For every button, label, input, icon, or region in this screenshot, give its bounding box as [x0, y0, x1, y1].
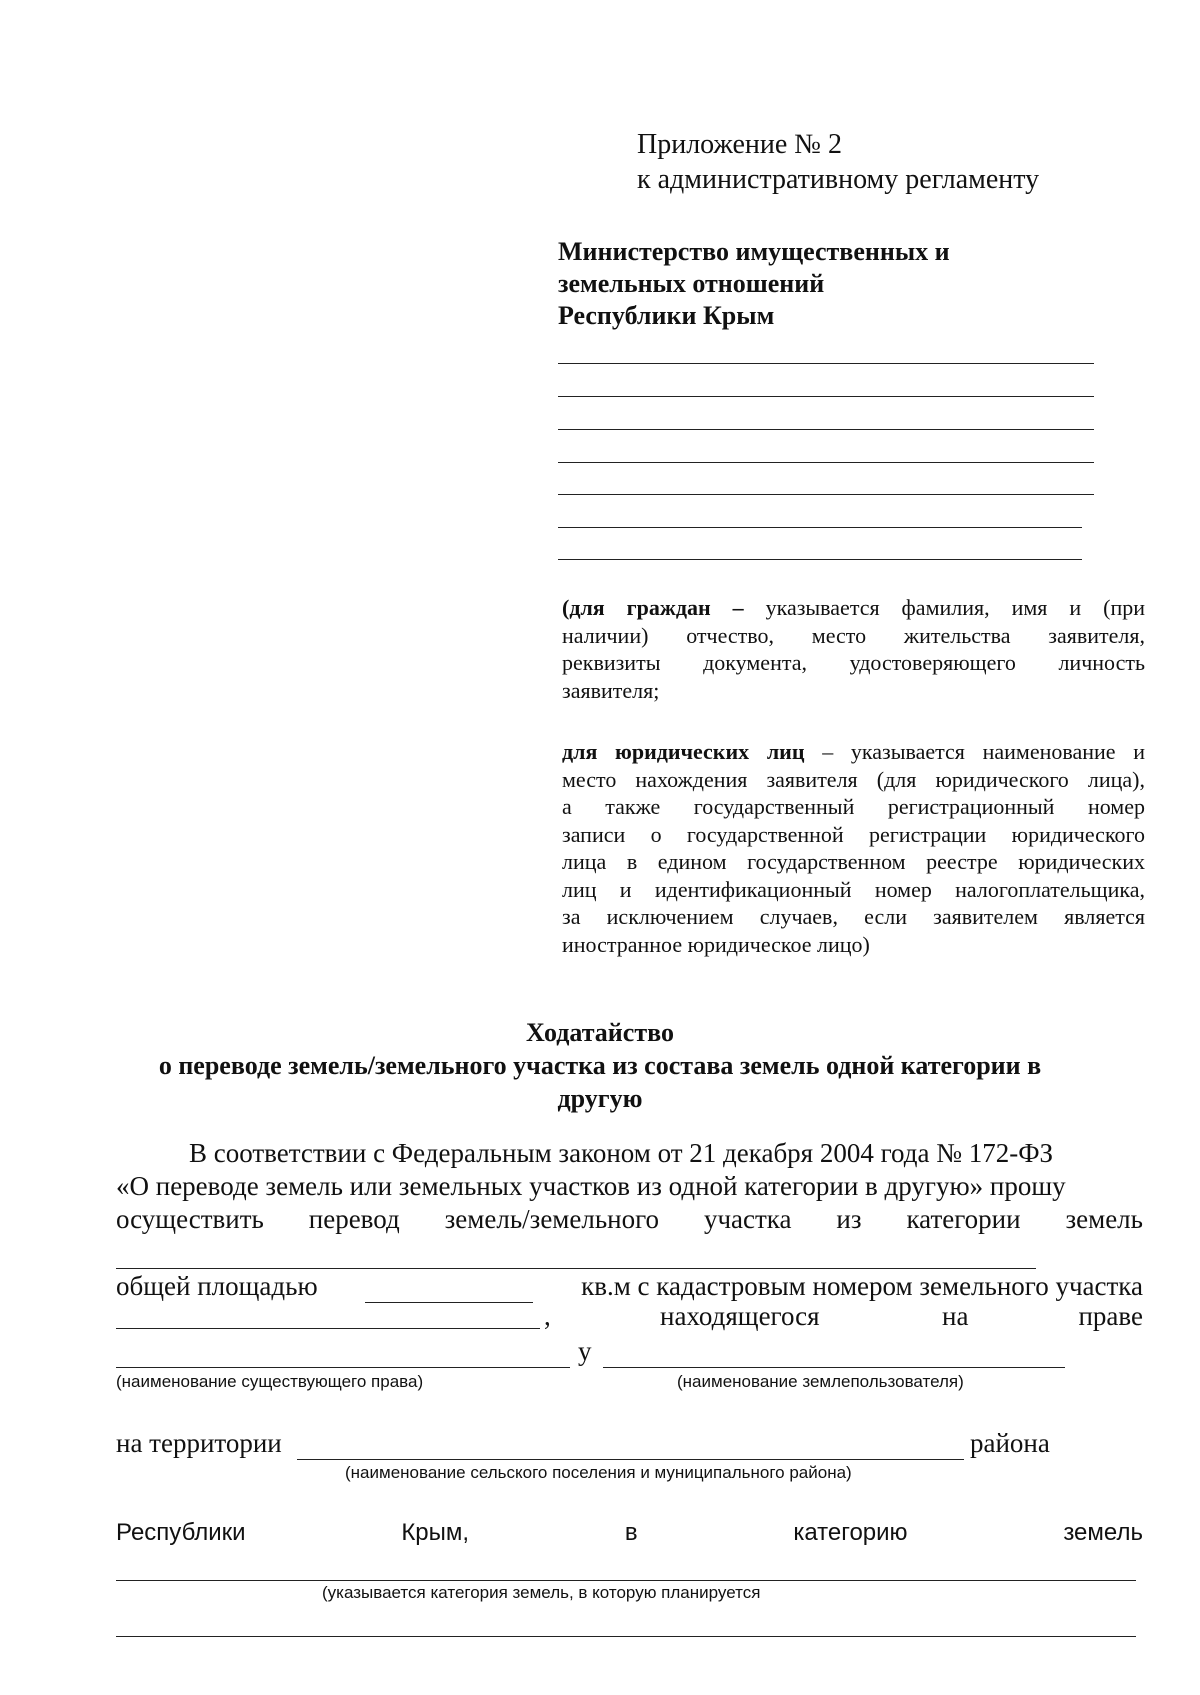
- cadastral-number-blank[interactable]: [116, 1300, 540, 1329]
- caption-target-category: (указывается категория земель, в которую планируется: [322, 1583, 761, 1602]
- territory-label: на территории: [116, 1428, 282, 1458]
- legal-note-line: а также государственный регистрационный номер: [562, 794, 1145, 819]
- area-blank[interactable]: [365, 1270, 533, 1303]
- republic-line: Республики Крым, в категорию земель: [116, 1519, 1143, 1546]
- land-user-blank[interactable]: [603, 1367, 1065, 1368]
- body-line-1: В соответствии с Федеральным законом от 21 декабря 2004 года № 172-ФЗ: [189, 1138, 1054, 1168]
- target-category-blank-2[interactable]: [116, 1636, 1136, 1637]
- body-line-3: осуществить перевод земель/земельного участка из категории земель: [116, 1204, 1143, 1234]
- legal-entities-note: [562, 738, 1145, 958]
- legal-note-line: место нахождения заявителя (для юридического лица),: [562, 766, 1145, 792]
- republic-row: [116, 1516, 1143, 1549]
- applicant-blank-line-4[interactable]: [558, 462, 1094, 463]
- citizens-label: (для граждан –: [562, 595, 744, 620]
- legal-entities-label: для юридических лиц: [562, 739, 805, 764]
- caption-land-user: (наименование землепользователя): [677, 1372, 964, 1391]
- citizens-note-line: (для граждан – указывается фамилия, имя и (при: [562, 595, 1145, 620]
- regulation-reference: к административному регламенту: [637, 164, 1040, 195]
- ministry-name-line-1: Министерство имущественных и: [558, 237, 950, 266]
- appendix-number: Приложение № 2: [637, 129, 842, 160]
- applicant-blank-line-5[interactable]: [558, 494, 1094, 495]
- body-line-2: «О переводе земель или земельных участков из одной категории в другую» прошу: [116, 1171, 1066, 1201]
- applicant-blank-line-7[interactable]: [558, 559, 1082, 560]
- right-label: праве: [1078, 1301, 1143, 1331]
- caption-existing-right: (наименование существующего права): [116, 1372, 424, 1391]
- area-row: [116, 1270, 1143, 1303]
- legal-note-line: для юридических лиц – указывается наименование и: [562, 739, 1145, 764]
- legal-note-line: за исключением случаев, если заявителем является: [562, 904, 1145, 929]
- applicant-blank-line-6[interactable]: [558, 527, 1082, 528]
- citizens-note-line: реквизиты документа, удостоверяющего личность: [562, 650, 1145, 675]
- ministry-name-line-2: земельных отношений: [558, 269, 825, 298]
- right-type-blank[interactable]: [116, 1367, 570, 1368]
- legal-note-line: лиц и идентификационный номер налогоплательщика,: [562, 876, 1145, 902]
- citizens-note-line: наличии) отчество, место жительства заявителя,: [562, 622, 1145, 648]
- located-label: находящегося: [660, 1301, 820, 1331]
- applicant-blank-line-3[interactable]: [558, 429, 1094, 430]
- on-label: на: [942, 1301, 969, 1331]
- district-label: района: [970, 1428, 1050, 1458]
- petition-subtitle-line-2: другую: [557, 1084, 643, 1113]
- caption-settlement: (наименование сельского поселения и муниципального района): [345, 1463, 852, 1482]
- ministry-name-line-3: Республики Крым: [558, 301, 775, 330]
- citizens-note-line: заявителя;: [562, 677, 660, 703]
- applicant-blank-line-1[interactable]: [558, 363, 1094, 364]
- legal-note-line: иностранное юридическое лицо): [562, 931, 870, 957]
- citizens-note: [562, 594, 1145, 704]
- applicant-blank-line-2[interactable]: [558, 396, 1094, 397]
- petition-title: Ходатайство: [526, 1018, 674, 1047]
- source-category-blank[interactable]: [116, 1268, 1036, 1269]
- petition-body: [116, 1137, 1143, 1236]
- area-line: общей площадью кв.м с кадастровым номером земельного участка: [116, 1271, 1143, 1301]
- territory-blank[interactable]: [297, 1459, 964, 1460]
- cadastral-row: , находящегося на праве: [116, 1300, 1143, 1334]
- petition-subtitle-line-1: о переводе земель/земельного участка из состава земель одной категории в: [158, 1051, 1042, 1080]
- legal-note-line: записи о государственной регистрации юридического: [562, 821, 1145, 847]
- target-category-blank[interactable]: [116, 1580, 1136, 1581]
- legal-note-line: лица в едином государственном реестре юридических: [562, 849, 1145, 874]
- holder-prefix: у: [578, 1336, 592, 1366]
